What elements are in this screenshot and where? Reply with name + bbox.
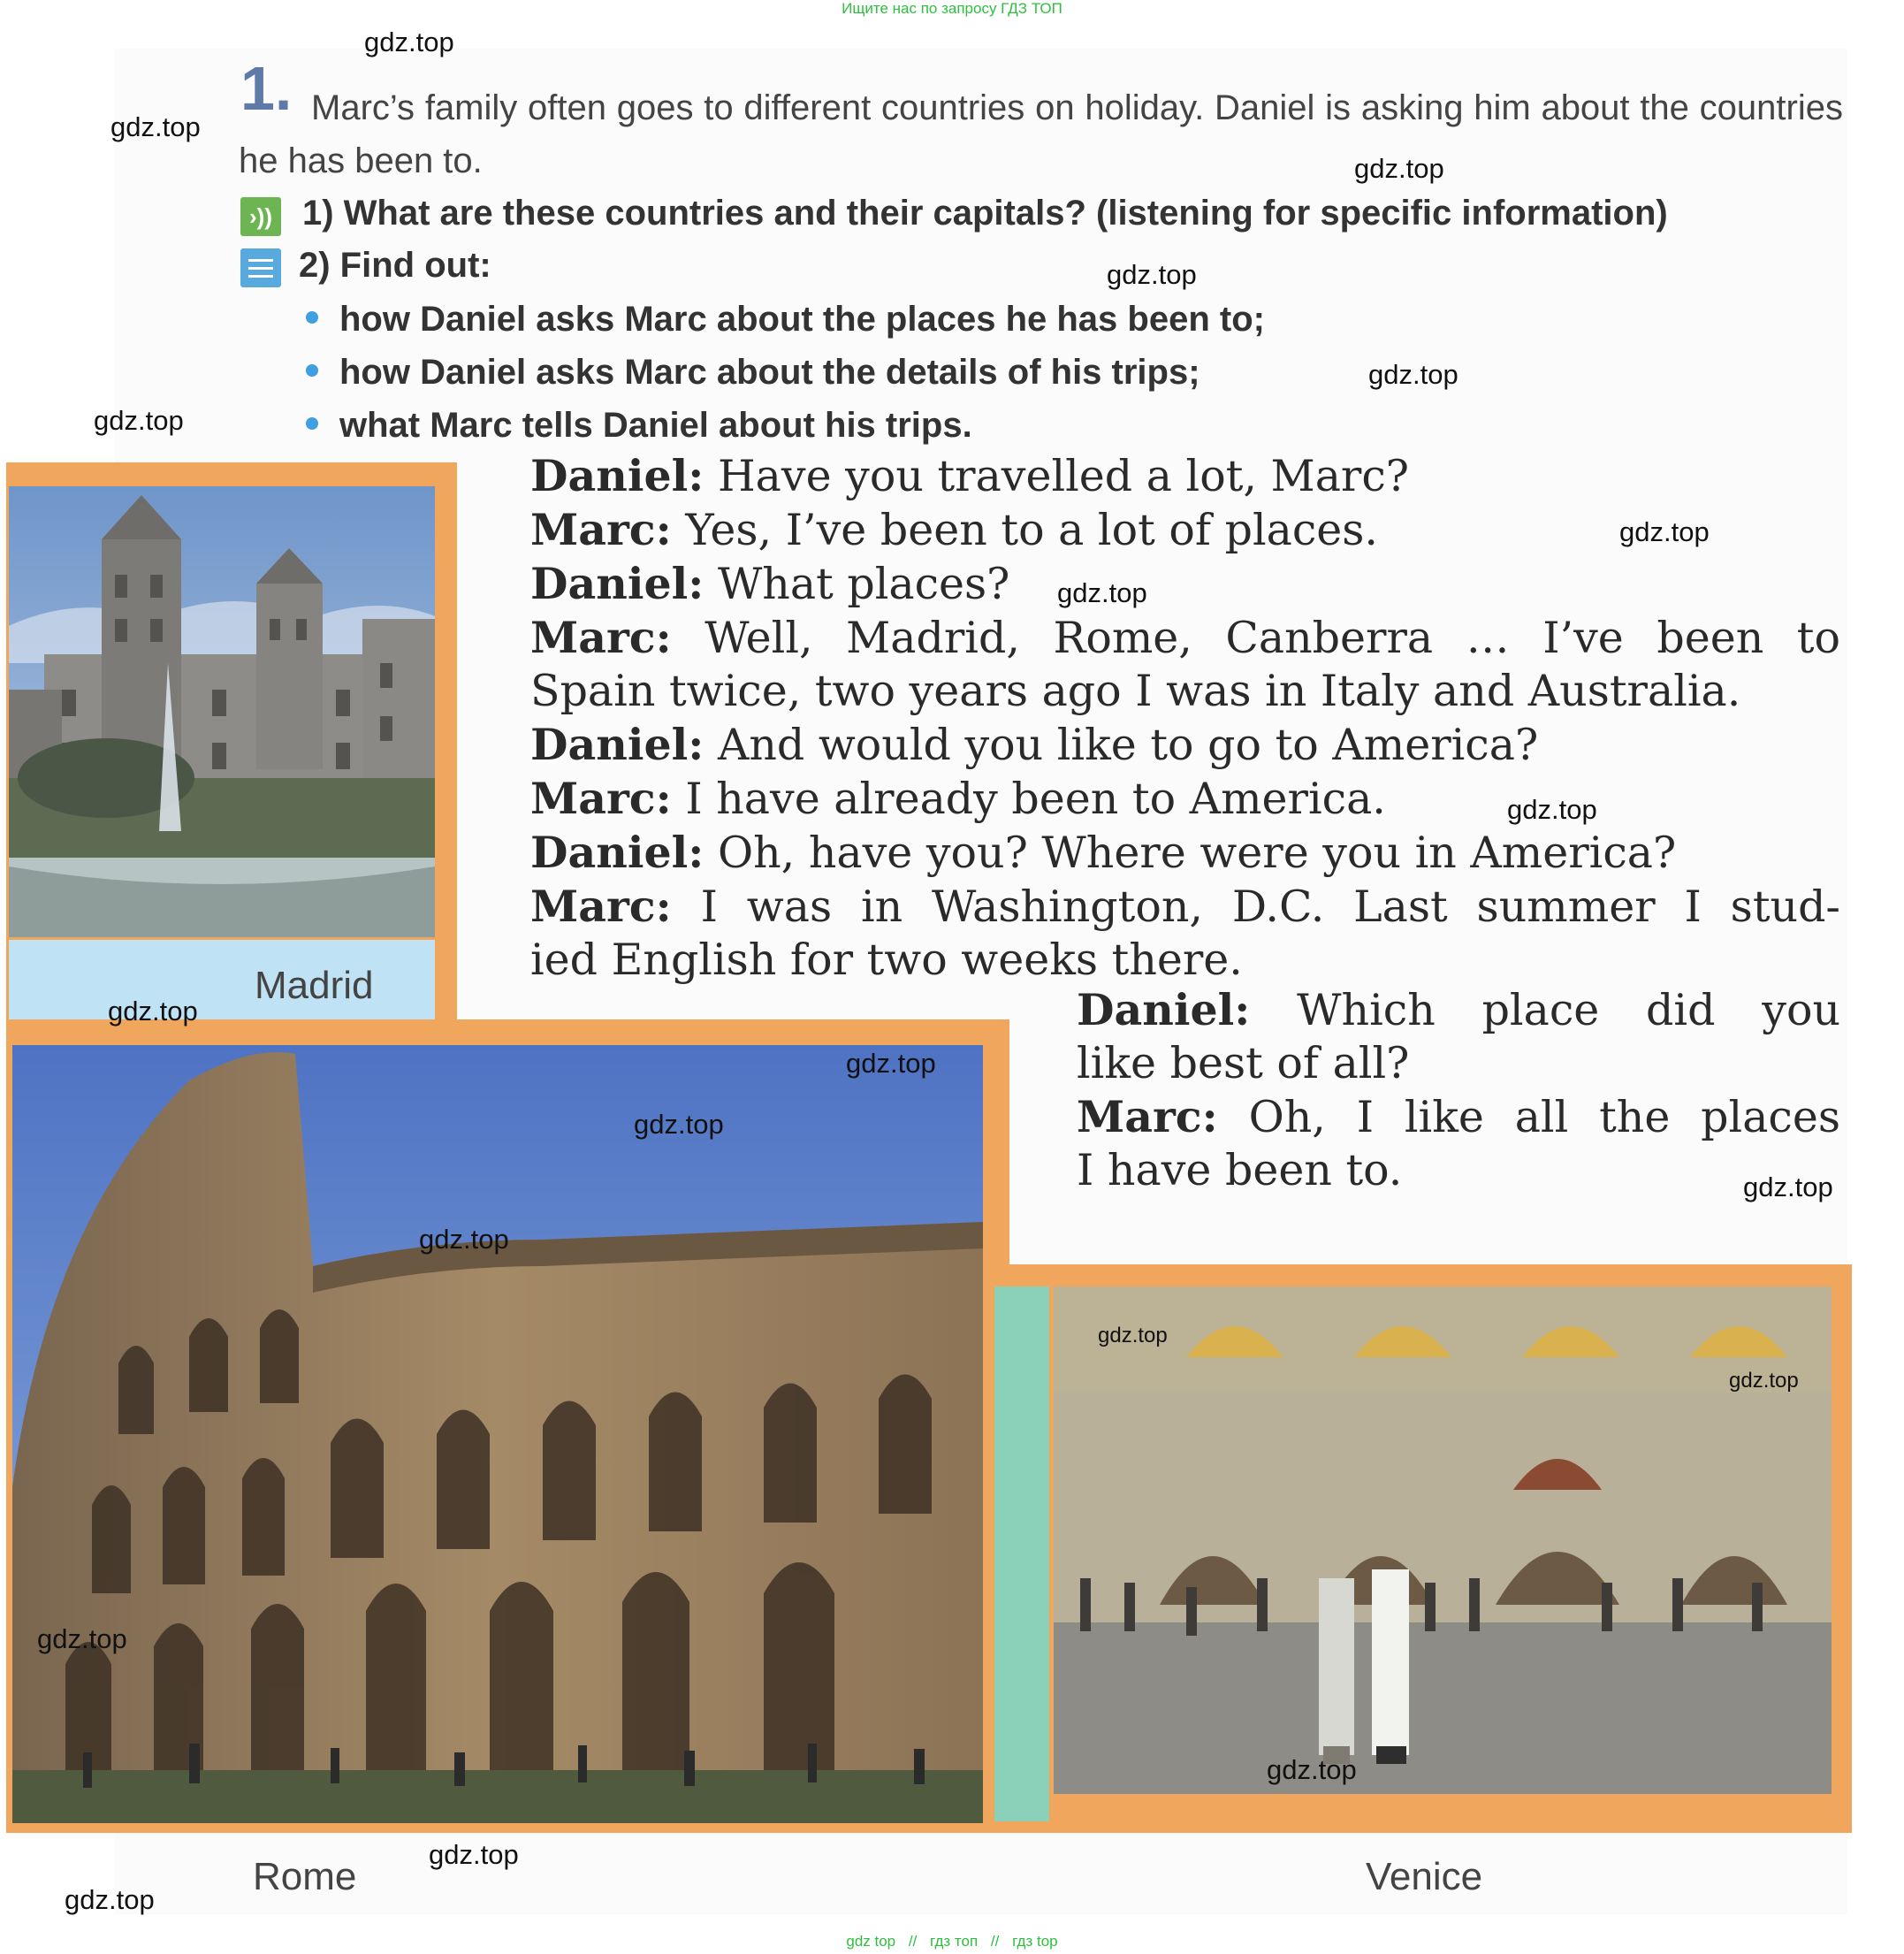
watermark: gdz.top	[1057, 577, 1147, 608]
rome-caption: Rome	[253, 1855, 357, 1898]
venice-caption: Venice	[1366, 1855, 1483, 1898]
dialogue-line: Marc: Oh, I like all the places	[1077, 1091, 1841, 1142]
watermark: gdz.top	[108, 996, 198, 1027]
dialogue-line: Marc: I have already been to America.	[530, 773, 1386, 824]
watermark: gdz.top	[1098, 1324, 1168, 1347]
bullet-item: how Daniel asks Marc about the details of his trips;	[339, 350, 1200, 394]
footer-separator: //	[990, 1933, 1000, 1950]
dialogue-line: Marc: Yes, I’ve been to a lot of places.	[530, 504, 1379, 555]
reading-icon	[240, 248, 281, 287]
dialogue-line-continued: like best of all?	[1077, 1038, 1410, 1088]
watermark: gdz.top	[1729, 1369, 1799, 1393]
watermark: gdz.top	[1619, 516, 1710, 547]
rome-photo	[12, 1045, 983, 1823]
bullet-item: what Marc tells Daniel about his trips.	[339, 403, 972, 447]
dialogue-line-continued: ied English for two weeks there.	[530, 935, 1243, 985]
exercise-number: 1.	[240, 54, 293, 123]
bullet-item: how Daniel asks Marc about the places he has been to;	[339, 297, 1265, 341]
audio-icon[interactable]: ›))	[240, 197, 281, 236]
footer-link[interactable]: gdz top	[846, 1933, 896, 1950]
dialogue-line: Daniel: Which place did you	[1077, 984, 1840, 1035]
watermark: gdz.top	[1507, 794, 1597, 825]
dialogue-continued	[1077, 983, 1840, 1197]
dialogue-line-continued: Spain twice, two years ago I was in Italy and Australia.	[530, 666, 1741, 716]
watermark: gdz.top	[1743, 1172, 1833, 1202]
watermark: gdz.top	[429, 1839, 519, 1870]
dialogue-line: Daniel: Have you travelled a lot, Marc?	[530, 450, 1410, 501]
dialogue-line: Marc: I was in Washington, D.C. Last summer I stud-	[530, 881, 1840, 932]
dialogue-line: Marc: Well, Madrid, Rome, Canberra … I’ve been to	[530, 612, 1840, 663]
watermark: gdz.top	[37, 1623, 127, 1654]
watermark: gdz.top	[846, 1048, 936, 1079]
task-listening: 1) What are these countries and their capitals? (listening for specific information)	[302, 194, 1668, 233]
top-banner[interactable]: Ищите нас по запросу ГДЗ ТОП	[842, 0, 1062, 17]
venice-side-strip	[994, 1286, 1049, 1821]
dialogue-line: Daniel: And would you like to go to America?	[530, 719, 1539, 770]
watermark: gdz.top	[364, 27, 454, 57]
task-find-out: 2) Find out:	[299, 246, 491, 285]
dialogue-line: Daniel: What places?	[530, 558, 1010, 609]
watermark: gdz.top	[65, 1884, 155, 1915]
venice-photo	[1054, 1286, 1832, 1794]
exercise-intro: Marc’s family often goes to different countries on holiday. Daniel is asking him about the countries he has been to.	[239, 88, 1843, 180]
footer-link[interactable]: гдз топ	[930, 1933, 979, 1950]
dialogue-line-continued: I have been to.	[1077, 1145, 1403, 1195]
watermark: gdz.top	[94, 405, 184, 436]
watermark: gdz.top	[1267, 1754, 1357, 1785]
watermark: gdz.top	[1107, 259, 1197, 290]
madrid-photo	[9, 486, 435, 937]
footer-separator: //	[908, 1933, 918, 1950]
watermark: gdz.top	[419, 1224, 509, 1255]
watermark: gdz.top	[1368, 359, 1458, 390]
footer-links	[0, 1933, 1904, 1950]
watermark: gdz.top	[634, 1109, 724, 1140]
watermark: gdz.top	[110, 111, 201, 142]
footer-link[interactable]: гдз top	[1012, 1933, 1058, 1950]
watermark: gdz.top	[1354, 153, 1444, 184]
dialogue-line: Daniel: Oh, have you? Where were you in America?	[530, 827, 1677, 878]
